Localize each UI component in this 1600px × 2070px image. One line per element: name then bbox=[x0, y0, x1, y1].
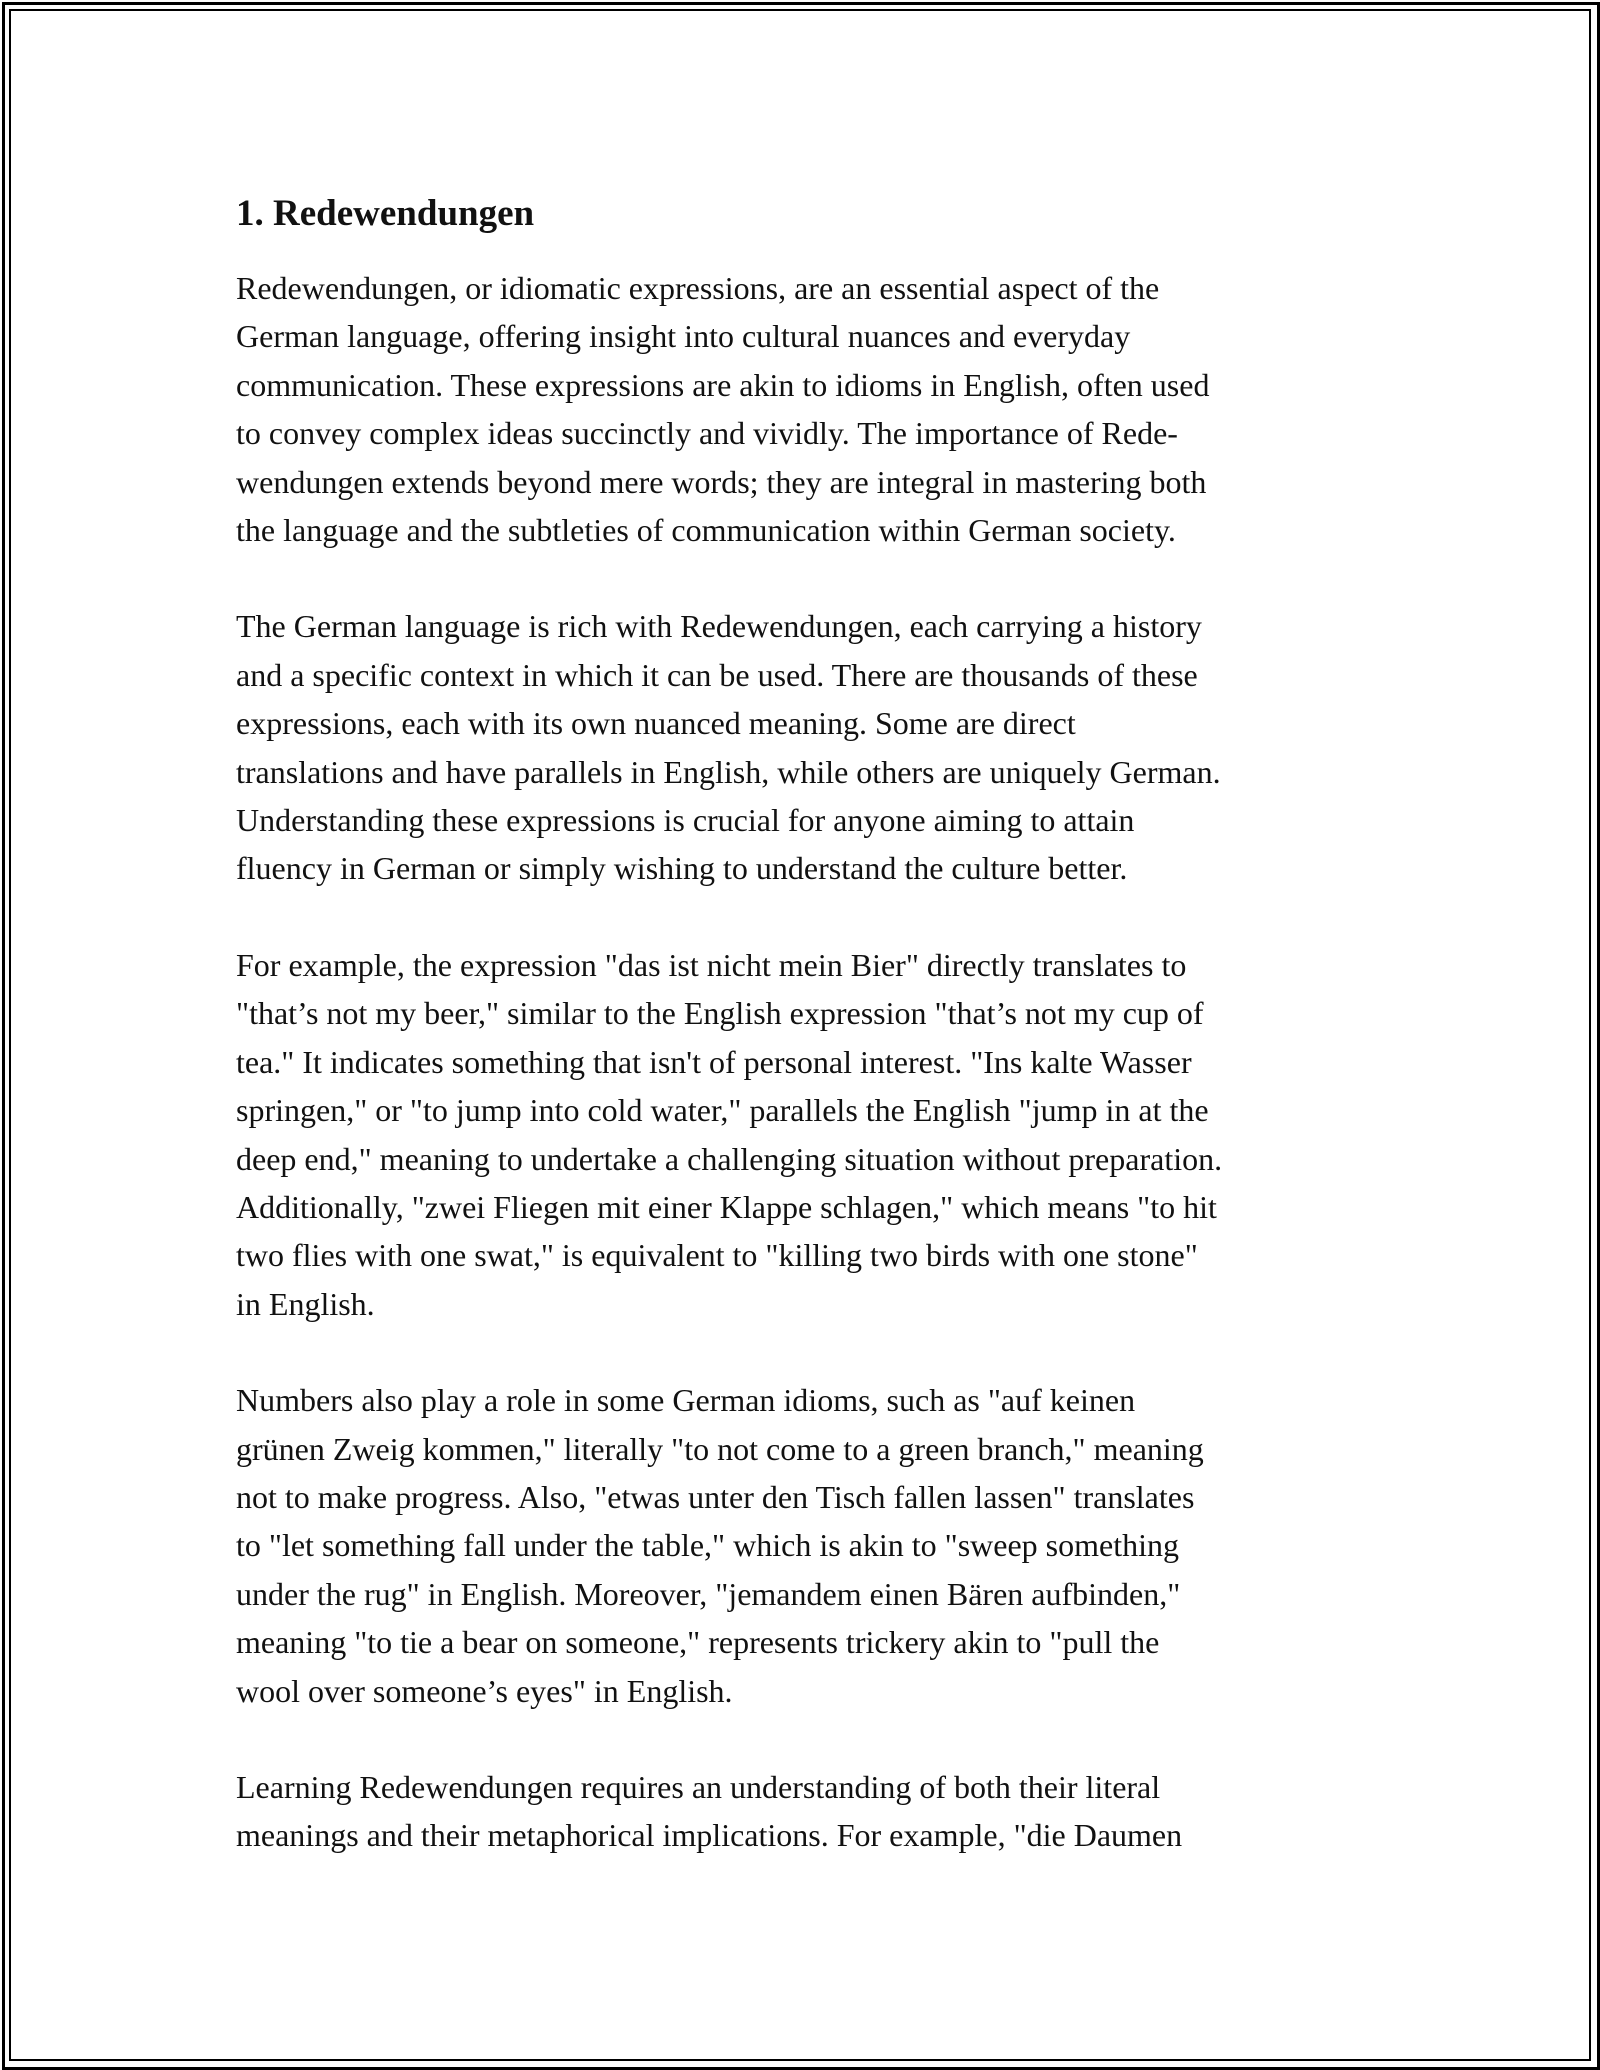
paragraph-3 bbox=[236, 941, 1376, 1328]
paragraph-line: translations and have parallels in English, while others are uniquely German. bbox=[236, 753, 1221, 790]
paragraph-line: German language, offering insight into cultural nuances and everyday bbox=[236, 318, 1131, 355]
paragraph-line: Redewendungen, or idiomatic expressions, are an essential aspect of the bbox=[236, 270, 1160, 306]
paragraph-line: meanings and their metaphorical implications. For example, "die Daumen bbox=[236, 1817, 1183, 1854]
paragraph-line: Numbers also play a role in some German idioms, such as "auf keinen bbox=[236, 1382, 1136, 1419]
paragraph-line: tea." It indicates something that isn't of personal interest. "Ins kalte Wasser bbox=[236, 1043, 1192, 1080]
paragraph-1 bbox=[236, 264, 1376, 554]
paragraph-line: Learning Redewendungen requires an understanding of both their literal bbox=[236, 1768, 1161, 1805]
paragraph-line: wool over someone’s eyes" in English. bbox=[236, 1672, 733, 1709]
paragraph-line: to "let something fall under the table," which is akin to "sweep something bbox=[236, 1527, 1179, 1564]
paragraph-line: not to make progress. Also, "etwas unter den Tisch fallen lassen" translates bbox=[236, 1478, 1195, 1515]
paragraph-line: Understanding these expressions is crucial for anyone aiming to attain bbox=[236, 802, 1135, 839]
paragraph-4 bbox=[236, 1376, 1376, 1715]
paragraph-5 bbox=[236, 1763, 1376, 1860]
paragraph-line: the language and the subtleties of communication within German society. bbox=[236, 512, 1176, 549]
paragraph-line: under the rug" in English. Moreover, "jemandem einen Bären aufbinden," bbox=[236, 1575, 1181, 1612]
paragraph-line: wendungen extends beyond mere words; they are integral in mastering both bbox=[236, 463, 1207, 500]
paragraph-line: to convey complex ideas succinctly and vividly. The importance of Rede- bbox=[236, 415, 1178, 452]
paragraph-line: in English. bbox=[236, 1285, 375, 1322]
paragraph-line: For example, the expression "das ist nicht mein Bier" directly translates to bbox=[236, 946, 1187, 983]
paragraph-2 bbox=[236, 602, 1376, 892]
document-body bbox=[236, 186, 1376, 1908]
paragraph-line: "that’s not my beer," similar to the English expression "that’s not my cup of bbox=[236, 995, 1204, 1032]
paragraph-line: expressions, each with its own nuanced meaning. Some are direct bbox=[236, 705, 1076, 742]
paragraph-line: communication. These expressions are akin to idioms in English, often used bbox=[236, 366, 1210, 403]
paragraph-line: The German language is rich with Redewendungen, each carrying a history bbox=[236, 608, 1202, 645]
paragraph-line: fluency in German or simply wishing to understand the culture better. bbox=[236, 850, 1128, 887]
paragraph-line: deep end," meaning to undertake a challenging situation without preparation. bbox=[236, 1140, 1223, 1177]
paragraph-line: springen," or "to jump into cold water," parallels the English "jump in at the bbox=[236, 1092, 1209, 1129]
paragraph-line: meaning "to tie a bear on someone," represents trickery akin to "pull the bbox=[236, 1624, 1160, 1661]
paragraph-line: Additionally, "zwei Fliegen mit einer Klappe schlagen," which means "to hit bbox=[236, 1188, 1217, 1225]
paragraph-line: two flies with one swat," is equivalent to "killing two birds with one stone" bbox=[236, 1237, 1198, 1274]
paragraph-line: grünen Zweig kommen," literally "to not come to a green branch," meaning bbox=[236, 1430, 1204, 1467]
section-heading: 1. Redewendungen bbox=[236, 193, 535, 234]
paragraph-line: and a specific context in which it can be used. There are thousands of these bbox=[236, 656, 1198, 693]
